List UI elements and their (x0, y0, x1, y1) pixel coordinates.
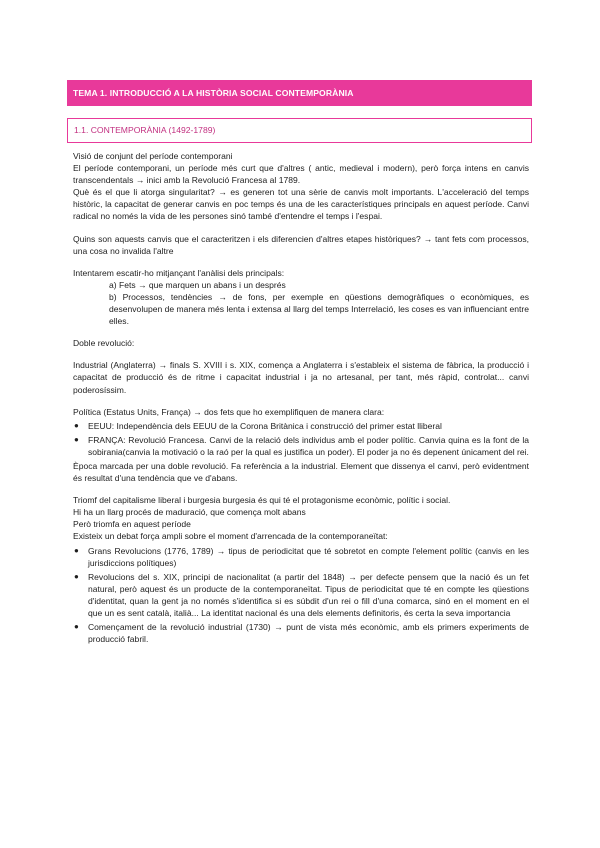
paragraph-triumph: Però triomfa en aquest període (73, 519, 191, 530)
list-item-industrial-start: ● Començament de la revolució industrial (1730) → punt de vista més econòmic, amb els primers experiments de producció fabril. (74, 622, 529, 645)
list-item-facts: a) Fets → que marquen un abans i un després (109, 279, 286, 290)
debate-bullet-list (73, 545, 529, 646)
paragraph-analysis-intro: Intentarem escatir-ho mitjançant l'anàlisi dels principals: (73, 267, 285, 278)
bullet-icon: ● (74, 420, 79, 430)
paragraph-double-revolution-epoch: Època marcada per una doble revolució. Fa referència a la industrial. Element que dissenya el canvi, però evidentment és resultat d'una tendència que ve d'abans. (73, 460, 529, 484)
paragraph-overview-heading: Visió de conjunt del període contemporani (73, 151, 233, 161)
paragraph-industrial: Industrial (Anglaterra) → finals S. XVIII i s. XIX, comença a Anglaterra i s'estableix el sistema de fàbrica, la producció i capacitat de producció és de ritme i capacitat industrial i ja no artesanal, per tant, més ràpid, controlat... canvi poderosíssim. (73, 360, 529, 395)
section-heading: 1.1. CONTEMPORÀNIA (1492-1789) (67, 118, 532, 143)
paragraph-singularity: Què és el que li atorga singularitat? → es generen tot una sèrie de canvis molt importants. L'acceleració del temps històric, la capacitat de generar canvis en poc temps és una de les característiques principals en aquest període. Canvi radical no només la vida de les persones sinó també d'entendre el temps i l'espai. (73, 187, 529, 222)
bullet-icon: ● (74, 545, 79, 555)
list-item-franca: ● FRANÇA: Revolució Francesa. Canvi de la relació dels individus amb el poder polític. Canvia quina es la font de la sobirania(canvia la motivació o la raó per la qual es justifica un poder). El poder ja no és depenent únicament del rei. (74, 434, 529, 457)
paragraph-debate: Existeix un debat força ampli sobre el moment d'arrencada de la contemporaneïtat: (73, 531, 388, 542)
bullet-icon: ● (74, 622, 79, 632)
political-bullet-list (73, 420, 529, 458)
body-text (73, 150, 529, 647)
list-item-xix-revolutions: ● Revolucions del s. XIX, principi de nacionalitat (a partir del 1848) → per defecte pensem que la nació és un fet natural, però aquest és un producte de la contemporaneïtat. Tipus de periodicitat que té en compte les qüestions d'identitat, quan la gent ja no només s'identifica si es súbdit d'un rei o fill d'una comarca, sinó en el moment en el que un es sent català, italià... La identitat nacional és una dels elements definitoris, és certa la seva importancia (74, 571, 529, 618)
bullet-icon: ● (74, 571, 79, 581)
paragraph-changes-question: Quins son aquests canvis que el caracteritzen i els diferencien d'altres etapes històriques? → tant fets com processos, una cosa no invalida l'altre (73, 233, 529, 256)
chapter-title: TEMA 1. INTRODUCCIÓ A LA HISTÒRIA SOCIAL CONTEMPORÀNIA (67, 80, 532, 106)
list-item-great-revolutions: ● Grans Revolucions (1776, 1789) → tipus de periodicitat que té sobretot en compte l'element polític (canvis en les jurisdiccions polítiques) (74, 545, 529, 568)
paragraph-maturation: Hi ha un llarg procés de maduració, que comença molt abans (73, 507, 306, 518)
paragraph-political: Política (Estatus Units, França) → dos fets que ho exemplifiquen de manera clara: (73, 406, 385, 417)
list-item-eeuu: ● EEUU: Independència dels EEUU de la Corona Britànica i construcció del primer estat lliberal (74, 420, 442, 431)
paragraph-period-intro: El període contemporani, un període més curt que d'altres ( antic, medieval i modern), però força intens en canvis transcendentals → inici amb la Revolució Francesa al 1789. (73, 163, 529, 186)
list-item-processes: b) Processos, tendències → de fons, per exemple en qüestions demogràfiques o econòmiques, es desenvolupen de manera més lenta i extensa al llarg del temps Interrelació, les coses es van influenciant entre elles. (109, 291, 529, 327)
bullet-icon: ● (74, 434, 79, 444)
paragraph-capitalism: Triomf del capitalisme liberal i burgesia burgesia és qui té el protagonisme econòmic, polític i social. (73, 495, 451, 506)
paragraph-double-revolution: Doble revolució: (73, 338, 135, 349)
